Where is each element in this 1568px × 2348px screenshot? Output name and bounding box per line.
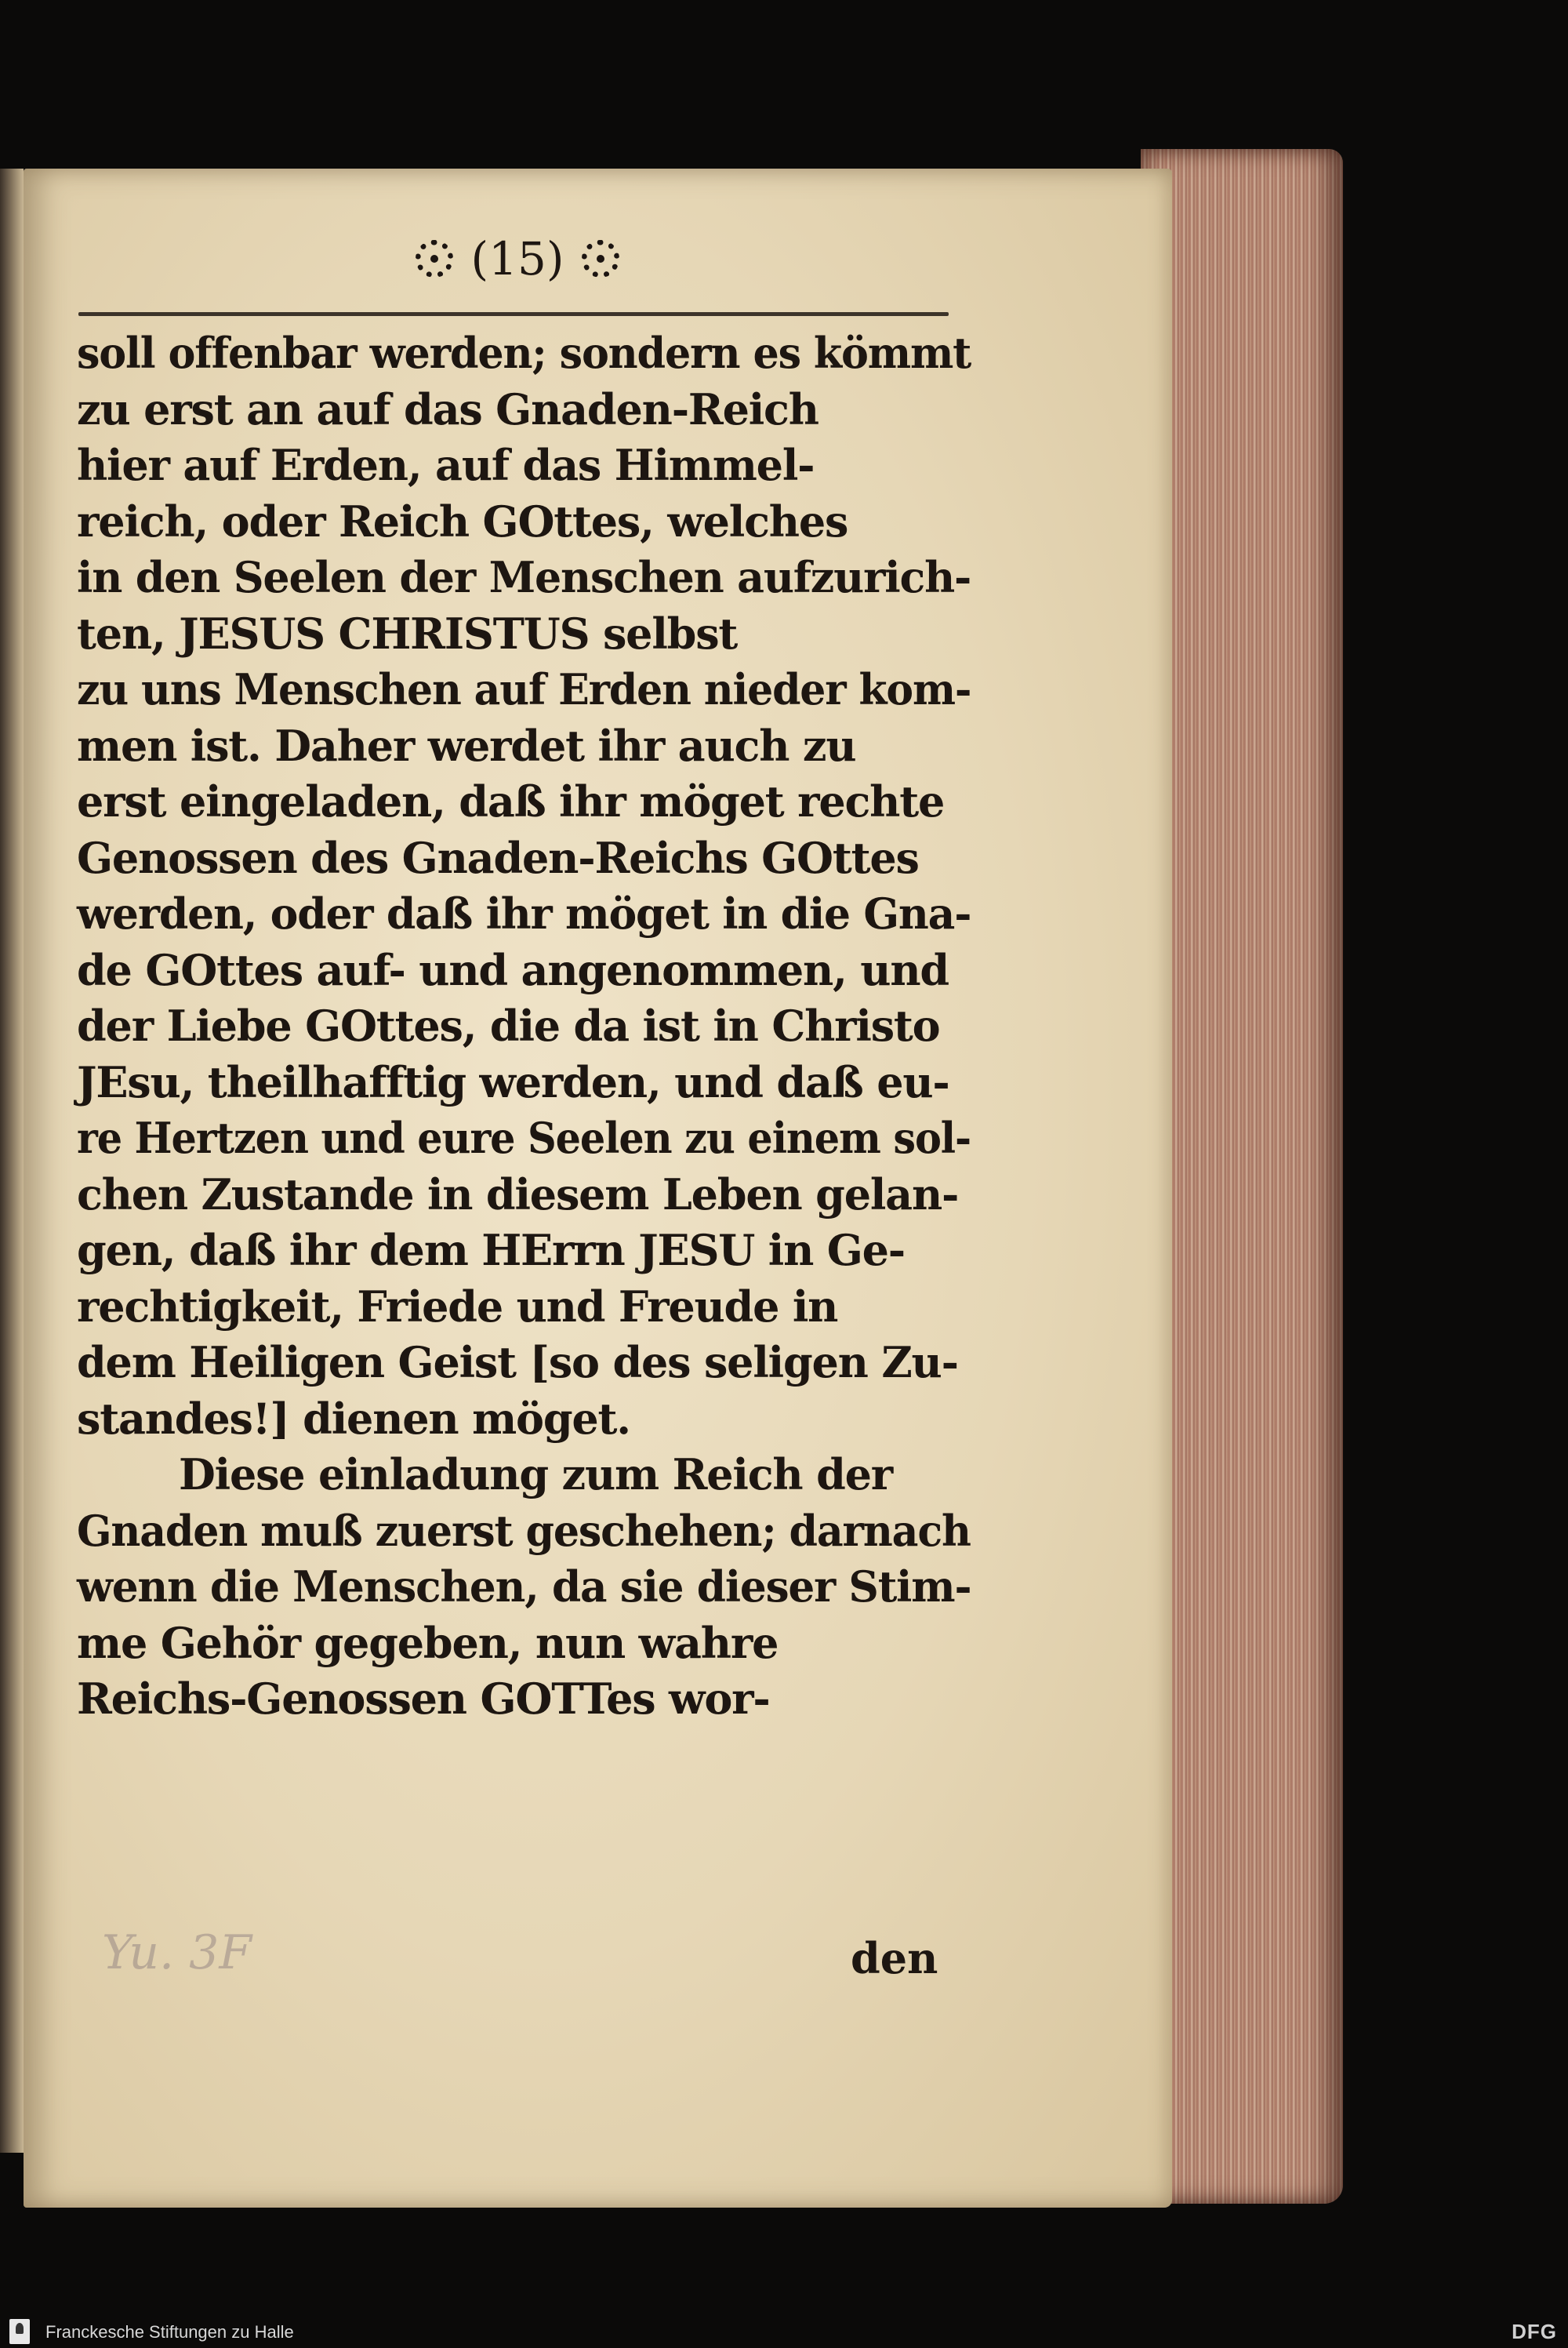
text-line: me Gehör gegeben, nun wahre bbox=[77, 1617, 779, 1668]
text-line: re Hertzen und eure Seelen zu einem sol- bbox=[77, 1113, 971, 1163]
text-line: Gnaden muß zuerst geschehen; darnach bbox=[77, 1505, 971, 1556]
ornament-left-icon bbox=[416, 240, 453, 278]
catchword: den bbox=[851, 1933, 938, 1983]
text-line: JEsu, theilhafftig werden, und daß eu- bbox=[77, 1056, 949, 1107]
institution-name: Franckesche Stiftungen zu Halle bbox=[45, 2322, 294, 2342]
text-line: reich, oder Reich GOttes, welches bbox=[77, 496, 848, 547]
ornament-right-icon bbox=[582, 240, 619, 278]
text-line: de GOttes auf- und angenommen, und bbox=[77, 944, 949, 995]
text-line: werden, oder daß ihr möget in die Gna- bbox=[77, 889, 971, 939]
text-line: zu uns Menschen auf Erden nieder kom- bbox=[77, 664, 971, 714]
text-line: gen, daß ihr dem HErrn JESU in Ge- bbox=[77, 1225, 906, 1275]
text-line: Reichs-Genossen GOTTes wor- bbox=[77, 1674, 770, 1724]
text-line: zu erst an auf das Gnaden-Reich bbox=[77, 383, 818, 434]
previous-page-edge bbox=[0, 169, 24, 2153]
page-header bbox=[376, 227, 659, 290]
text-line: Diese einladung zum Reich der bbox=[179, 1449, 893, 1499]
dfg-logo: DFG bbox=[1512, 2320, 1557, 2343]
viewer-footer bbox=[0, 2316, 1568, 2348]
text-line: in den Seelen der Menschen aufzurich- bbox=[77, 552, 971, 602]
institution-logo-icon bbox=[9, 2319, 30, 2344]
handwritten-shelfmark: Yu. 3F bbox=[102, 1925, 252, 1980]
text-line: rechtigkeit, Friede und Freude in bbox=[77, 1281, 838, 1332]
text-line: chen Zustande in diesem Leben gelan- bbox=[77, 1169, 959, 1219]
body-text bbox=[77, 325, 971, 1728]
text-line: Genossen des Gnaden-Reichs GOttes bbox=[77, 832, 919, 883]
text-line: ten, JESUS CHRISTUS selbst bbox=[77, 608, 738, 659]
header-rule bbox=[78, 312, 949, 316]
text-line: wenn die Menschen, da sie dieser Stim- bbox=[77, 1561, 971, 1612]
text-line: erst eingeladen, daß ihr möget rechte bbox=[77, 776, 945, 827]
page-number: (15) bbox=[470, 232, 564, 285]
text-line: der Liebe GOttes, die da ist in Christo bbox=[77, 1001, 940, 1051]
text-line: dem Heiligen Geist [so des seligen Zu- bbox=[77, 1337, 958, 1387]
text-line: men ist. Daher werdet ihr auch zu bbox=[77, 720, 856, 771]
text-line: soll offenbar werden; sondern es kömmt bbox=[77, 328, 971, 378]
text-line: standes!] dienen möget. bbox=[77, 1393, 630, 1444]
text-line: hier auf Erden, auf das Himmel- bbox=[77, 440, 815, 490]
